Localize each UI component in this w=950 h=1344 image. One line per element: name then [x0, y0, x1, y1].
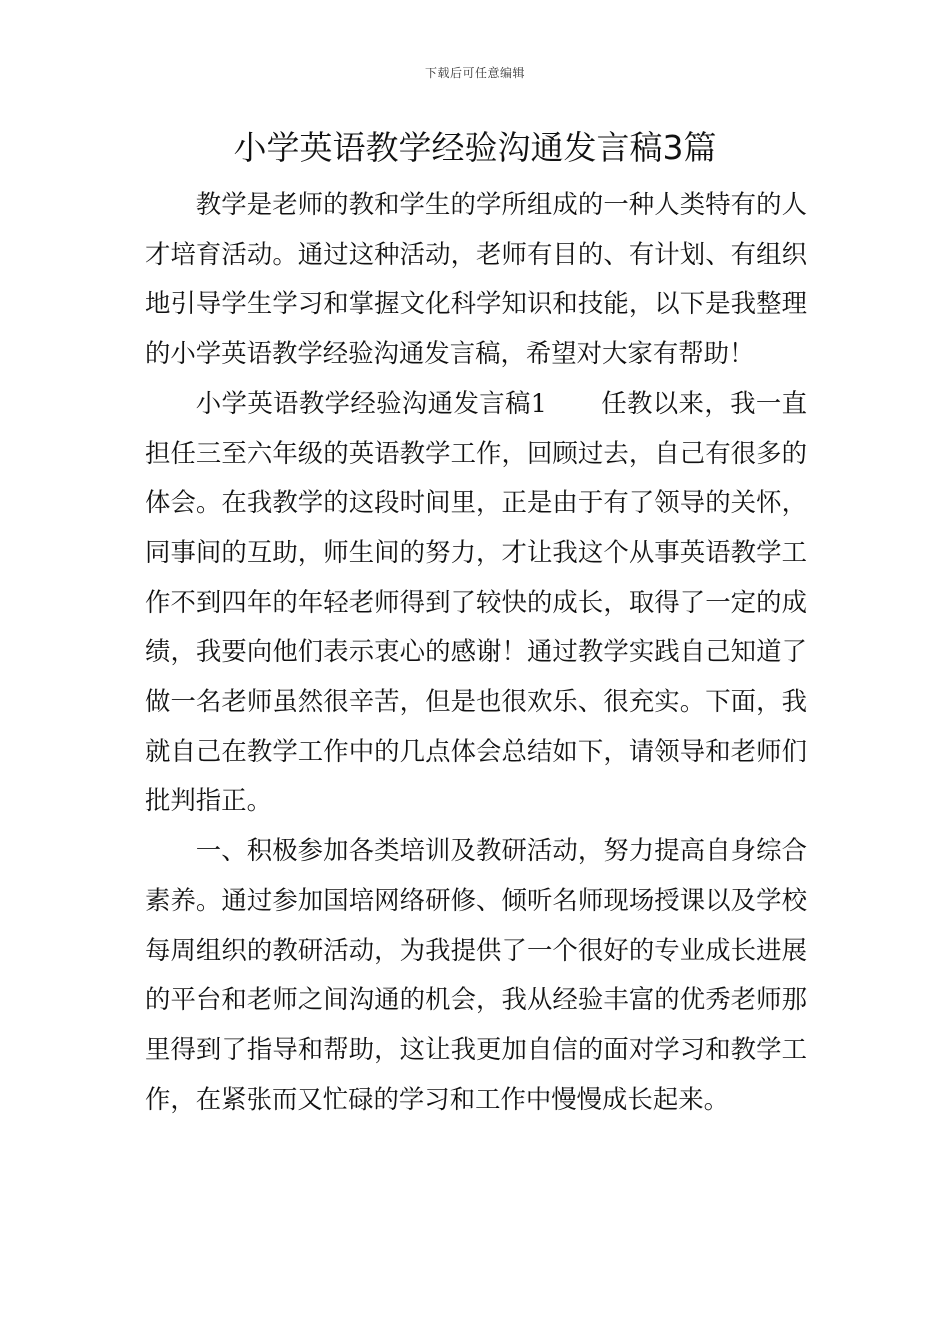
- section-1-heading: 小学英语教学经验沟通发言稿1: [195, 387, 547, 418]
- document-title: 小学英语教学经验沟通发言稿3篇: [233, 128, 717, 167]
- document-body: [145, 180, 807, 1124]
- header-note: 下载后可任意编辑: [424, 66, 525, 80]
- section-1-body: 任教以来，我一直担任三至六年级的英语教学工作，回顾过去，自己有很多的体会。在我教学的这段时间里，正是由于有了领导的关怀，同事间的互助，师生间的努力，才让我这个从事英语教学工作不到四年的年轻老师得到了较快的成长，取得了一定的成绩，我要向他们表示衷心的感谢！通过教学实践自己知道了做一名老师虽然很辛苦，但是也很欢乐、很充实。下面，我就自己在教学工作中的几点体会总结如下，请领导和老师们批判指正。: [145, 387, 808, 816]
- intro-paragraph: 教学是老师的教和学生的学所组成的一种人类特有的人才培育活动。通过这种活动，老师有目的、有计划、有组织地引导学生学习和掌握文化科学知识和技能，以下是我整理的小学英语教学经验沟通发言稿，希望对大家有帮助！: [145, 189, 807, 369]
- section-1-paragraph: [145, 379, 807, 826]
- point-1-paragraph: 一、积极参加各类培训及教研活动，努力提高自身综合素养。通过参加国培网络研修、倾听名师现场授课以及学校每周组织的教研活动，为我提供了一个很好的专业成长进展的平台和老师之间沟通的机会，我从经验丰富的优秀老师那里得到了指导和帮助，这让我更加自信的面对学习和教学工作，在紧张而又忙碌的学习和工作中慢慢成长起来。: [145, 835, 807, 1114]
